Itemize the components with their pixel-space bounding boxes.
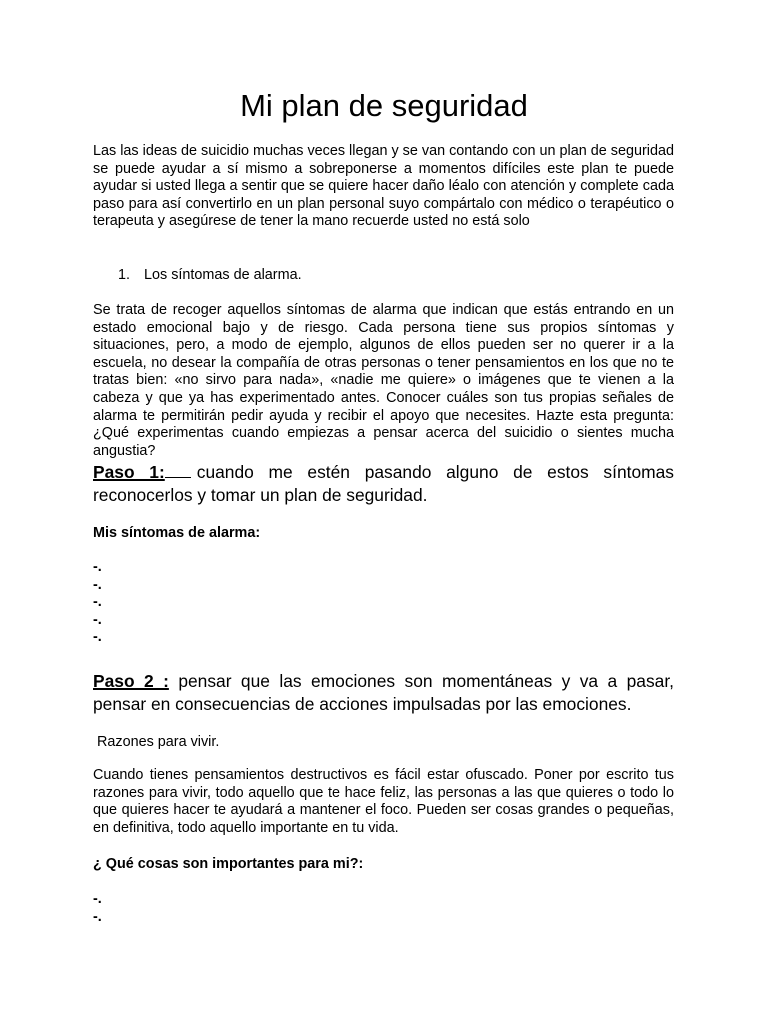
section-1-heading bbox=[118, 266, 302, 284]
intro-paragraph: Las las ideas de suicidio muchas veces llegan y se van contando con un plan de seguridad se puede ayudar a sí mismo a sobreponerse a momentos difíciles este plan te puede ayudar si usted llega a sentir que se quiere hacer daño léalo con atención y complete cada paso para así convertirlo en un plan personal suyo compártalo con médico o terapéutico o terapeuta y asegúrese de tener la mano recuerde usted no está solo bbox=[93, 143, 674, 230]
important-list-item: -. bbox=[93, 891, 102, 907]
alarm-list-heading: Mis síntomas de alarma: bbox=[93, 525, 261, 541]
section-1-body: Se trata de recoger aquellos síntomas de alarma que indican que estás entrando en un estado emocional bajo y de riesgo. Cada persona tiene sus propios síntomas y situaciones, pero, a modo de ejemplo, algunos de ellos pueden ser no querer ir a la escuela, no desear la compañía de otras personas o tener pensamientos en los que no te tratas bien: «no sirvo para nada», «nadie me quiere» o imágenes que te vienen a la cabeza y que ya has experimentado antes. Conocer cuáles son tus propias señales de alarma te permitirán pedir ayuda y recibir el apoyo que necesites. Hazte esta pregunta: ¿Qué experimentas cuando empiezas a pensar acerca del suicidio o sientes mucha angustia? bbox=[93, 302, 674, 459]
step-1 bbox=[93, 461, 674, 507]
important-list bbox=[93, 891, 102, 926]
important-list-heading: ¿ Qué cosas son importantes para mi?: bbox=[93, 856, 364, 872]
document-title: Mi plan de seguridad bbox=[240, 88, 528, 123]
alarm-list bbox=[93, 559, 102, 647]
step-1-text: cuando me estén pasando alguno de estos síntomas reconocerlos y tomar un plan de seguridad. bbox=[93, 462, 674, 505]
step-2-label: Paso 2 : bbox=[93, 671, 169, 691]
step-2 bbox=[93, 670, 674, 716]
section-1-heading-text: Los síntomas de alarma. bbox=[144, 267, 302, 283]
section-1-number: 1. bbox=[118, 267, 131, 283]
alarm-list-item: -. bbox=[93, 559, 102, 575]
alarm-list-item: -. bbox=[93, 576, 102, 593]
alarm-list-item: -. bbox=[93, 629, 102, 646]
alarm-list-item: -. bbox=[93, 611, 102, 628]
reasons-body: Cuando tienes pensamientos destructivos es fácil estar ofuscado. Poner por escrito tus razones para vivir, todo aquello que te hace feliz, las personas a las que quieres o todo lo que quieres hacer te ayudará a mantener el foco. Pueden ser cosas grandes o pequeñas, en definitiva, todo aquello importante en tu vida. bbox=[93, 767, 674, 836]
step-2-text: pensar que las emociones son momentáneas y va a pasar, pensar en consecuencias de acciones impulsadas por las emociones. bbox=[93, 671, 674, 714]
step-1-underline-gap bbox=[165, 476, 191, 478]
alarm-list-item: -. bbox=[93, 594, 102, 611]
step-1-label: Paso 1: bbox=[93, 462, 165, 482]
reasons-heading: Razones para vivir. bbox=[97, 734, 220, 750]
important-list-item: -. bbox=[93, 908, 102, 925]
